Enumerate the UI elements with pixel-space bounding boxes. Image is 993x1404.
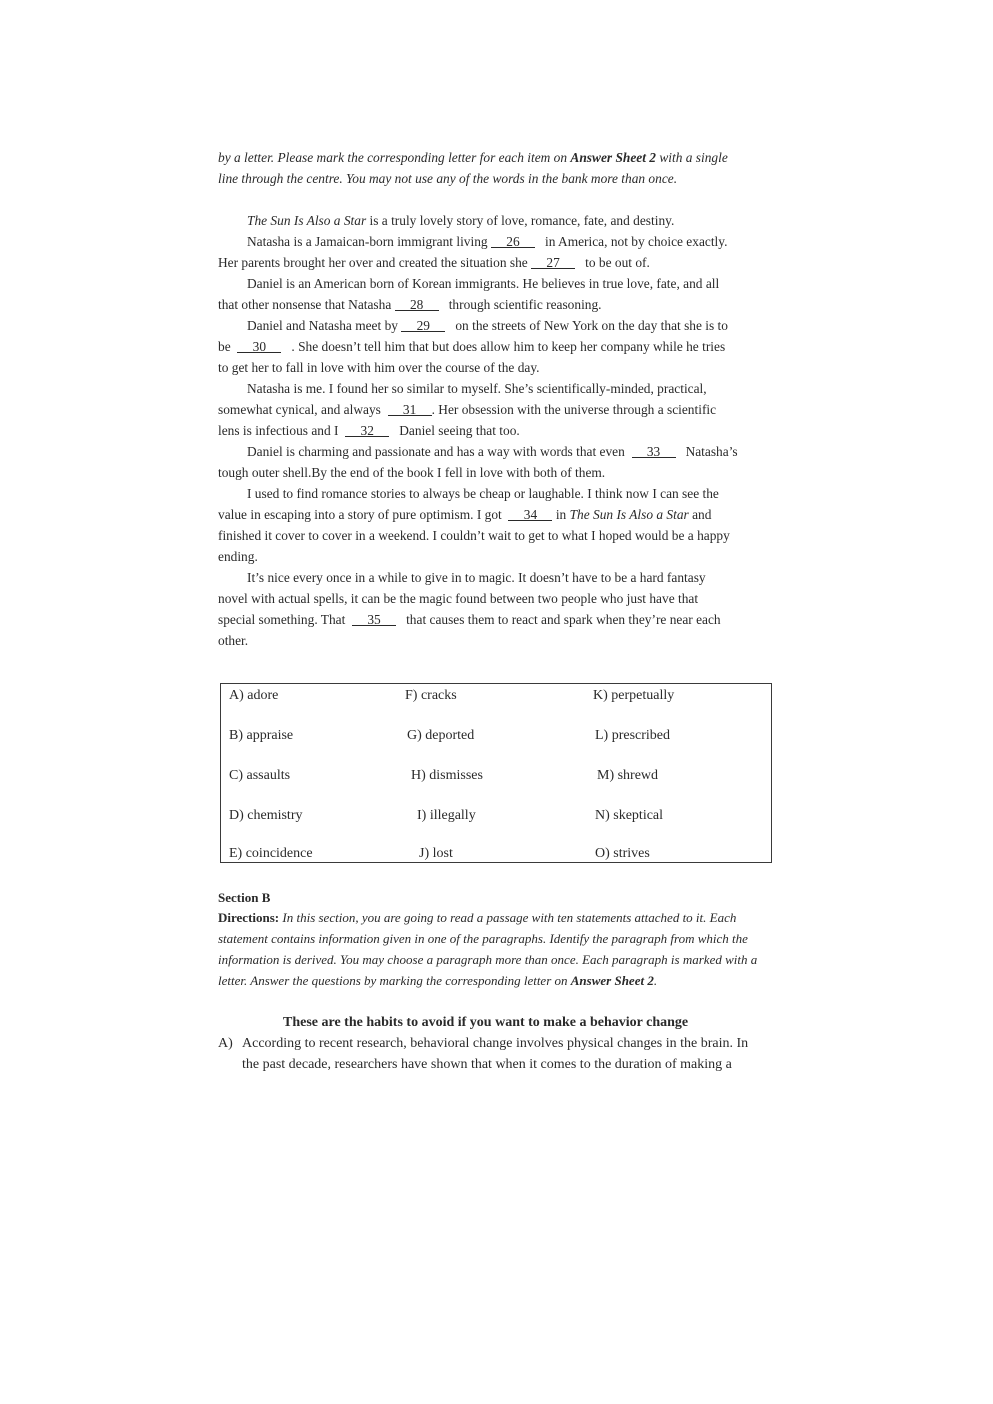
word-option[interactable]: L) prescribed	[595, 728, 671, 743]
passage-title: These are the habits to avoid if you want to make a behavior change	[283, 1015, 689, 1030]
word-option[interactable]: C) assaults	[229, 768, 291, 783]
passage-line: Natasha is a Jamaican-born immigrant living 26 in America, not by choice exactly.	[247, 234, 728, 249]
passage-line: finished it cover to cover in a weekend. I couldn’t wait to get to what I hoped would be a happy	[218, 528, 730, 543]
word-option[interactable]: A) adore	[229, 688, 279, 703]
directions-line: information is derived. You may choose a paragraph more than once. Each paragraph is marked with a	[218, 952, 758, 967]
word-option[interactable]: B) appraise	[229, 728, 294, 743]
word-option[interactable]: M) shrewd	[597, 768, 659, 783]
passage-line: other.	[218, 633, 249, 648]
blank-34[interactable]: 34	[508, 509, 552, 521]
passage-line: that other nonsense that Natasha 28 through scientific reasoning.	[218, 297, 602, 312]
word-option[interactable]: O) strives	[595, 846, 650, 861]
word-option[interactable]: J) lost	[419, 846, 453, 861]
directions-line: Directions: In this section, you are going to read a passage with ten statements attached to it. Each	[218, 910, 737, 925]
blank-35[interactable]: 35	[352, 614, 396, 626]
blank-26[interactable]: 26	[491, 236, 535, 248]
word-option[interactable]: N) skeptical	[595, 808, 664, 823]
intro-line-1: by a letter. Please mark the corresponding letter for each item on Answer Sheet 2 with a single	[218, 150, 728, 165]
passage-line: Daniel is charming and passionate and has a way with words that even 33 Natasha’s	[247, 444, 738, 459]
paragraph-label: A)	[218, 1036, 233, 1051]
blank-32[interactable]: 32	[345, 425, 389, 437]
passage-line: ending.	[218, 549, 258, 564]
section-heading: Section B	[218, 890, 271, 905]
blank-31[interactable]: 31	[388, 404, 432, 416]
book-title: The Sun Is Also a Star	[247, 213, 367, 228]
word-bank	[220, 683, 772, 863]
passage-line: special something. That 35 that causes them to react and spark when they’re near each	[218, 612, 721, 627]
word-option[interactable]: D) chemistry	[229, 808, 303, 823]
word-option[interactable]: H) dismisses	[411, 768, 483, 783]
intro-line-2: line through the centre. You may not use any of the words in the bank more than once.	[218, 171, 678, 186]
passage-line: Her parents brought her over and created the situation she 27 to be out of.	[218, 255, 650, 270]
book-title: The Sun Is Also a Star	[569, 507, 689, 522]
directions-line: letter. Answer the questions by marking the corresponding letter on Answer Sheet 2.	[218, 973, 658, 988]
answer-sheet-label: Answer Sheet 2	[570, 973, 654, 988]
passage-line: Natasha is me. I found her so similar to myself. She’s scientifically-minded, practical,	[247, 381, 707, 396]
paragraph-line: According to recent research, behavioral change involves physical changes in the brain. In	[242, 1036, 749, 1051]
blank-28[interactable]: 28	[395, 299, 439, 311]
directions-line: statement contains information given in one of the paragraphs. Identify the paragraph from which the	[218, 931, 748, 946]
passage-line: novel with actual spells, it can be the magic found between two people who just have that	[218, 591, 699, 606]
word-option[interactable]: F) cracks	[405, 688, 457, 703]
word-option[interactable]: E) coincidence	[229, 846, 313, 861]
passage-line: The Sun Is Also a Star is a truly lovely story of love, romance, fate, and destiny.	[247, 213, 675, 228]
answer-sheet-label: Answer Sheet 2	[570, 150, 656, 165]
blank-29[interactable]: 29	[401, 320, 445, 332]
blank-27[interactable]: 27	[531, 257, 575, 269]
word-option[interactable]: G) deported	[407, 728, 475, 743]
passage-line: be 30 . She doesn’t tell him that but does allow him to keep her company while he tries	[218, 339, 726, 354]
passage-line: I used to find romance stories to always be cheap or laughable. I think now I can see the	[247, 486, 719, 501]
passage-line: Daniel is an American born of Korean immigrants. He believes in true love, fate, and all	[247, 276, 720, 291]
paragraph-line: the past decade, researchers have shown that when it comes to the duration of making a	[242, 1057, 732, 1072]
passage-line: It’s nice every once in a while to give in to magic. It doesn’t have to be a hard fantasy	[247, 570, 706, 585]
blank-30[interactable]: 30	[237, 341, 281, 353]
word-option[interactable]: K) perpetually	[593, 688, 675, 703]
passage-line: to get her to fall in love with him over the course of the day.	[218, 360, 540, 375]
passage-line: value in escaping into a story of pure optimism. I got 34 in The Sun Is Also a Star and	[218, 507, 712, 522]
passage-line: Daniel and Natasha meet by 29 on the streets of New York on the day that she is to	[247, 318, 728, 333]
passage-line: tough outer shell.By the end of the book I fell in love with both of them.	[218, 465, 606, 480]
passage-line: lens is infectious and I 32 Daniel seeing that too.	[218, 423, 520, 438]
passage-line: somewhat cynical, and always 31 . Her obsession with the universe through a scientific	[218, 402, 717, 417]
directions-label: Directions:	[218, 910, 280, 925]
word-option[interactable]: I) illegally	[417, 808, 476, 823]
blank-33[interactable]: 33	[632, 446, 676, 458]
